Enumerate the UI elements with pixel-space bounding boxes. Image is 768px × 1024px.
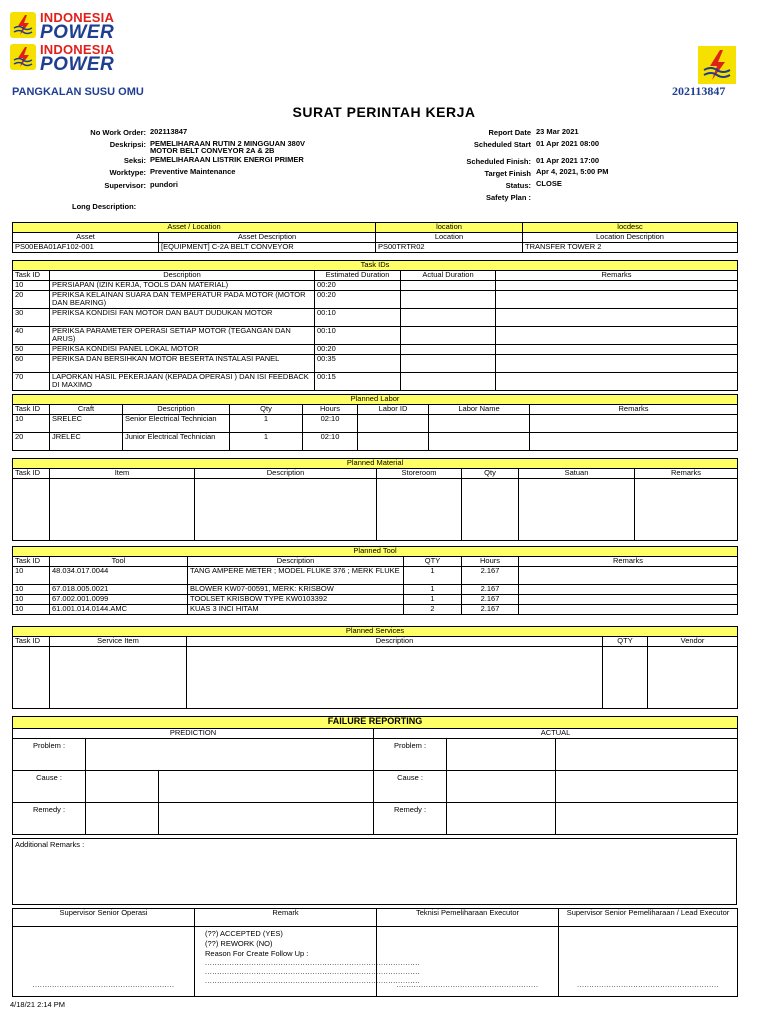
empty-cell — [13, 647, 50, 709]
task-id: 60 — [13, 355, 50, 373]
logo-line2: POWER — [40, 54, 115, 75]
col-labor-name: Labor Name — [429, 405, 530, 415]
asset-table — [12, 222, 738, 253]
label-long-description: Long Description: — [72, 202, 137, 211]
task-duration: 00:35 — [315, 355, 401, 373]
task-duration: 00:10 — [315, 309, 401, 327]
logo-line1: INDONESIA — [40, 42, 115, 57]
rework-option[interactable]: (??) REWORK (NO) — [205, 939, 273, 948]
col-actual-duration: Actual Duration — [401, 271, 496, 281]
col-qty: QTY — [404, 557, 462, 567]
col-item: Item — [50, 469, 195, 479]
task-actual — [401, 327, 496, 345]
label-deskripsi: Deskripsi: — [109, 140, 146, 149]
tool-task-id: 10 — [13, 585, 50, 595]
task-actual — [401, 281, 496, 291]
logo-line2: POWER — [40, 22, 115, 43]
signoff-teknisi: Teknisi Pemeliharaan Executor — [377, 909, 559, 927]
col-asset-description: Asset Description — [159, 233, 376, 243]
labor-task-id: 10 — [13, 415, 50, 433]
task-remarks — [496, 345, 738, 355]
actual-cause-field[interactable] — [447, 771, 556, 803]
col-qty: QTY — [603, 637, 648, 647]
lightning-logo-icon — [10, 12, 36, 38]
tool-task-id: 10 — [13, 595, 50, 605]
tool-qty: 1 — [404, 585, 462, 595]
actual-remedy-extra[interactable] — [556, 803, 738, 835]
task-id: 10 — [13, 281, 50, 291]
table-row — [13, 291, 738, 309]
label-seksi: Seksi: — [123, 156, 146, 165]
label-status: Status: — [505, 181, 531, 190]
pln-logo-icon — [698, 46, 736, 84]
site-name: PANGKALAN SUSU OMU — [12, 86, 144, 98]
tool-code: 48.034.017.0044 — [50, 567, 188, 585]
tool-remarks — [519, 585, 738, 595]
empty-cell — [195, 479, 377, 541]
table-row — [13, 595, 738, 605]
labor-task-id: 20 — [13, 433, 50, 451]
tool-description: KUAS 3 INCI HITAM — [188, 605, 404, 615]
col-craft: Craft — [50, 405, 123, 415]
value-supervisor: pundori — [150, 180, 178, 189]
tool-remarks — [519, 605, 738, 615]
task-table-title: Task IDs — [13, 261, 738, 271]
value-seksi: PEMELIHARAAN LISTRIK ENERGI PRIMER — [150, 155, 304, 164]
table-row — [13, 479, 738, 541]
label-report-date: Report Date — [488, 128, 531, 137]
task-actual — [401, 355, 496, 373]
task-remarks — [496, 291, 738, 309]
col-hours: Hours — [462, 557, 519, 567]
col-hours: Hours — [303, 405, 358, 415]
labor-name — [429, 415, 530, 433]
table-row — [13, 415, 738, 433]
col-labor-id: Labor ID — [358, 405, 429, 415]
col-remarks: Remarks — [530, 405, 738, 415]
task-id: 40 — [13, 327, 50, 345]
col-description: Description — [123, 405, 230, 415]
table-row — [13, 567, 738, 585]
label-scheduled-finish: Scheduled Finish: — [466, 157, 531, 166]
table-row — [13, 373, 738, 391]
tool-remarks — [519, 567, 738, 585]
table-row — [13, 345, 738, 355]
logo-line1: INDONESIA — [40, 10, 115, 25]
services-table — [12, 626, 738, 709]
signoff-supervisor-operasi: Supervisor Senior Operasi — [13, 909, 195, 927]
labor-qty: 1 — [230, 415, 303, 433]
task-id: 20 — [13, 291, 50, 309]
task-actual — [401, 291, 496, 309]
value-scheduled-start: 01 Apr 2021 08:00 — [536, 139, 600, 148]
tool-description: TANG AMPERE METER ; MODEL FLUKE 376 ; MERK FLUKE — [188, 567, 404, 585]
col-estimated-duration: Estimated Duration — [315, 271, 401, 281]
label-supervisor: Supervisor: — [104, 181, 146, 190]
value-report-date: 23 Mar 2021 — [536, 127, 579, 136]
prediction-header: PREDICTION — [13, 729, 374, 739]
labor-qty: 1 — [230, 433, 303, 451]
tool-hours: 2.167 — [462, 585, 519, 595]
table-row — [13, 309, 738, 327]
tool-code: 67.002.001.0099 — [50, 595, 188, 605]
task-description: PERIKSA KONDISI PANEL LOKAL MOTOR — [50, 345, 315, 355]
tool-table-title: Planned Tool — [13, 547, 738, 557]
tool-task-id: 10 — [13, 605, 50, 615]
labor-id — [358, 433, 429, 451]
label-worktype: Worktype: — [109, 168, 146, 177]
reason-line[interactable]: ........................................................................................ — [205, 978, 421, 985]
tool-task-id: 10 — [13, 567, 50, 585]
prediction-problem-field[interactable] — [86, 739, 374, 771]
signoff-supervisor-pemeliharaan: Supervisor Senior Pemeliharaan / Lead Executor — [559, 909, 738, 927]
indonesia-power-logo-2 — [10, 42, 160, 75]
group-asset-location: Asset / Location — [13, 223, 376, 233]
task-description: PERIKSA DAN BERSIHKAN MOTOR BESERTA INSTALASI PANEL — [50, 355, 315, 373]
empty-cell — [50, 647, 187, 709]
prediction-remedy-label: Remedy : — [13, 803, 86, 835]
empty-cell — [519, 479, 635, 541]
task-remarks — [496, 309, 738, 327]
value-status: CLOSE — [536, 179, 562, 188]
col-task-id: Task ID — [13, 637, 50, 647]
tool-qty: 1 — [404, 567, 462, 585]
empty-cell — [462, 479, 519, 541]
labor-name — [429, 433, 530, 451]
task-duration: 00:15 — [315, 373, 401, 391]
task-description: PERSIAPAN (IZIN KERJA, TOOLS DAN MATERIAL) — [50, 281, 315, 291]
actual-remedy-field[interactable] — [447, 803, 556, 835]
empty-cell — [648, 647, 738, 709]
col-remarks: Remarks — [496, 271, 738, 281]
cell-location-description: TRANSFER TOWER 2 — [523, 243, 738, 253]
actual-cause-extra[interactable] — [556, 771, 738, 803]
col-description: Description — [187, 637, 603, 647]
labor-table-title: Planned Labor — [13, 395, 738, 405]
services-table-title: Planned Services — [13, 627, 738, 637]
signature-line: .......................................................... — [32, 982, 175, 989]
actual-remedy-label: Remedy : — [374, 803, 447, 835]
task-description: PERIKSA PARAMETER OPERASI SETIAP MOTOR (TEGANGAN DAN ARUS) — [50, 327, 315, 345]
col-task-id: Task ID — [13, 405, 50, 415]
task-duration: 00:20 — [315, 291, 401, 309]
prediction-remedy-extra[interactable] — [159, 803, 374, 835]
value-no-work-order: 202113847 — [150, 127, 188, 136]
col-tool: Tool — [50, 557, 188, 567]
labor-remarks — [530, 415, 738, 433]
value-deskripsi: PEMELIHARAAN RUTIN 2 MINGGUAN 380V — [150, 139, 306, 148]
col-location: Location — [376, 233, 523, 243]
task-duration: 00:20 — [315, 281, 401, 291]
task-description: PERIKSA KONDISI FAN MOTOR DAN BAUT DUDUKAN MOTOR — [50, 309, 315, 327]
empty-cell — [377, 479, 462, 541]
task-remarks — [496, 373, 738, 391]
prediction-cause-field[interactable] — [86, 771, 159, 803]
col-task-id: Task ID — [13, 271, 50, 281]
signature-line: .......................................................... — [577, 982, 719, 989]
col-satuan: Satuan — [519, 469, 635, 479]
col-qty: Qty — [230, 405, 303, 415]
empty-cell — [603, 647, 648, 709]
task-description: PERIKSA KELAINAN SUARA DAN TEMPERATUR PADA MOTOR (MOTOR DAN BEARING) — [50, 291, 315, 309]
labor-description: Junior Electrical Technician — [123, 433, 230, 451]
task-remarks — [496, 281, 738, 291]
labor-craft: SRELEC — [50, 415, 123, 433]
table-row — [13, 605, 738, 615]
actual-problem-label: Problem : — [374, 739, 447, 771]
label-no-work-order: No Work Order: — [90, 128, 146, 137]
page-title: SURAT PERINTAH KERJA — [292, 104, 476, 120]
task-remarks — [496, 327, 738, 345]
work-order-number-big: 202113847 — [672, 84, 726, 98]
col-location-description: Location Description — [523, 233, 738, 243]
print-timestamp: 4/18/21 2:14 PM — [10, 1000, 66, 1009]
tool-table — [12, 546, 738, 615]
task-table — [12, 260, 738, 391]
additional-remarks-box — [12, 838, 737, 905]
label-safety-plan: Safety Plan : — [485, 193, 531, 202]
col-vendor: Vendor — [648, 637, 738, 647]
value-target-finish: Apr 4, 2021, 5:00 PM — [536, 167, 609, 176]
empty-cell — [635, 479, 738, 541]
task-description: LAPORKAN HASIL PEKERJAAN (KEPADA OPERASI ) DAN ISI FEEDBACK DI MAXIMO — [50, 373, 315, 391]
task-duration: 00:10 — [315, 327, 401, 345]
col-description: Description — [195, 469, 377, 479]
label-scheduled-start: Scheduled Start — [473, 140, 531, 149]
tool-description: TOOLSET KRISBOW TYPE KW0103392 — [188, 595, 404, 605]
col-qty: Qty — [462, 469, 519, 479]
tool-hours: 2.167 — [462, 595, 519, 605]
task-id: 70 — [13, 373, 50, 391]
empty-cell — [187, 647, 603, 709]
labor-remarks — [530, 433, 738, 451]
prediction-problem-label: Problem : — [13, 739, 86, 771]
labor-hours: 02:10 — [303, 415, 358, 433]
table-row — [13, 327, 738, 345]
task-actual — [401, 345, 496, 355]
task-actual — [401, 309, 496, 327]
tool-qty: 2 — [404, 605, 462, 615]
tool-code: 67.018.005.0021 — [50, 585, 188, 595]
reason-line[interactable]: ........................................................................................ — [205, 969, 421, 976]
failure-reporting-table — [12, 716, 738, 835]
signoff-table — [12, 908, 738, 997]
lightning-logo-icon — [10, 44, 36, 70]
labor-hours: 02:10 — [303, 433, 358, 451]
value-worktype: Preventive Maintenance — [150, 167, 236, 176]
actual-cause-label: Cause : — [374, 771, 447, 803]
labor-id — [358, 415, 429, 433]
actual-header: ACTUAL — [374, 729, 738, 739]
material-table — [12, 458, 738, 541]
tool-hours: 2.167 — [462, 605, 519, 615]
labor-description: Senior Electrical Technician — [123, 415, 230, 433]
col-service-item: Service Item — [50, 637, 187, 647]
prediction-remedy-field[interactable] — [86, 803, 159, 835]
col-description: Description — [188, 557, 404, 567]
additional-remarks-label[interactable]: Additional Remarks : — [13, 839, 737, 905]
col-remarks: Remarks — [635, 469, 738, 479]
material-table-title: Planned Material — [13, 459, 738, 469]
task-duration: 00:20 — [315, 345, 401, 355]
table-row — [13, 355, 738, 373]
cell-asset-description: [EQUIPMENT] C-2A BELT CONVEYOR — [159, 243, 376, 253]
failure-title: FAILURE REPORTING — [13, 717, 738, 729]
labor-craft: JRELEC — [50, 433, 123, 451]
value-deskripsi-line2: MOTOR BELT CONVEYOR 2A & 2B — [150, 146, 275, 155]
prediction-cause-extra[interactable] — [159, 771, 374, 803]
cell-location: PS00TRTR02 — [376, 243, 523, 253]
empty-cell — [13, 479, 50, 541]
col-remarks: Remarks — [519, 557, 738, 567]
col-description: Description — [50, 271, 315, 281]
col-task-id: Task ID — [13, 557, 50, 567]
task-remarks — [496, 355, 738, 373]
group-locdesc: locdesc — [523, 223, 738, 233]
prediction-cause-label: Cause : — [13, 771, 86, 803]
actual-problem-extra[interactable] — [556, 739, 738, 771]
actual-problem-field[interactable] — [447, 739, 556, 771]
col-asset: Asset — [13, 233, 159, 243]
tool-remarks — [519, 595, 738, 605]
signoff-remark: Remark — [195, 909, 377, 927]
table-row — [13, 433, 738, 451]
empty-cell — [50, 479, 195, 541]
reason-label: Reason For Create Follow Up : — [205, 949, 309, 958]
tool-hours: 2.167 — [462, 567, 519, 585]
table-row — [13, 585, 738, 595]
reason-line[interactable]: ........................................................................................ — [205, 960, 421, 967]
table-row — [13, 281, 738, 291]
col-storeroom: Storeroom — [377, 469, 462, 479]
task-actual — [401, 373, 496, 391]
col-task-id: Task ID — [13, 469, 50, 479]
labor-table — [12, 394, 738, 451]
task-id: 50 — [13, 345, 50, 355]
tool-code: 61.001.014.0144.AMC — [50, 605, 188, 615]
value-scheduled-finish: 01 Apr 2021 17:00 — [536, 156, 600, 165]
table-row — [13, 647, 738, 709]
accepted-option[interactable]: (??) ACCEPTED (YES) — [205, 929, 283, 938]
signature-line: .......................................................... — [396, 982, 539, 989]
tool-description: BLOWER KW07-00591, MERK: KRISBOW — [188, 585, 404, 595]
indonesia-power-logo — [10, 10, 160, 43]
group-location: location — [376, 223, 523, 233]
label-target-finish: Target Finish — [484, 169, 531, 178]
task-id: 30 — [13, 309, 50, 327]
cell-asset: PS00EBA01AF102-001 — [13, 243, 159, 253]
tool-qty: 1 — [404, 595, 462, 605]
